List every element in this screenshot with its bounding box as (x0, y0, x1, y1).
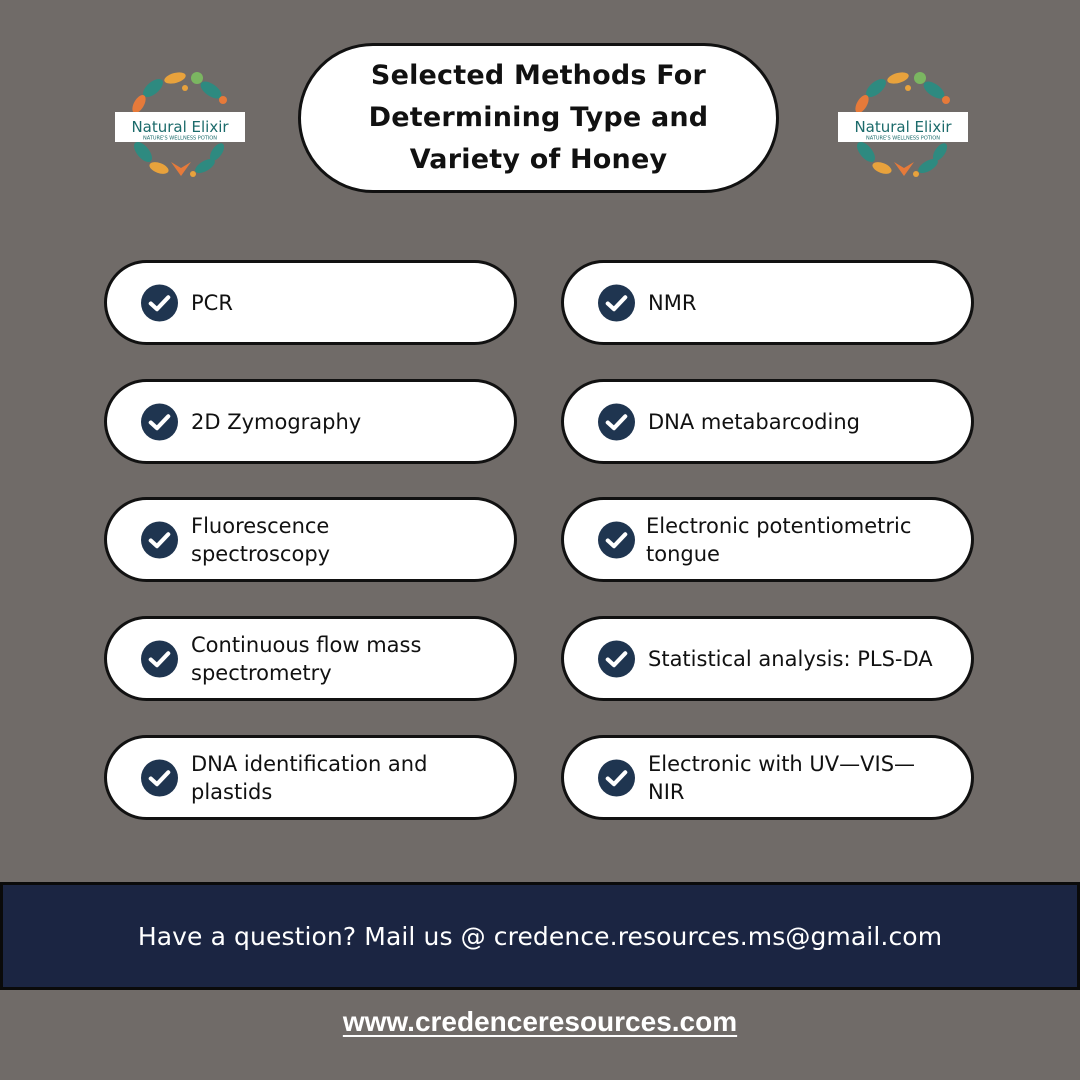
method-label: DNA identification and plastids (191, 751, 428, 804)
method-item-continuous-flow-mass-spectrometry (104, 616, 517, 701)
method-item-fluorescence-spectroscopy (104, 497, 517, 582)
method-item-dna-metabarcoding (561, 379, 974, 464)
contact-text: Have a question? Mail us @ credence.resources.ms@gmail.com (137, 921, 943, 951)
method-label: Statistical analysis: PLS-DA (648, 646, 933, 671)
check-circle-icon (141, 284, 178, 321)
svg-text:NATURE'S WELLNESS POTION: NATURE'S WELLNESS POTION (143, 135, 217, 142)
method-item-statistical-analysis-pls-da (561, 616, 974, 701)
method-item-2d-zymography (104, 379, 517, 464)
natural-elixir-logo-right (836, 66, 970, 184)
check-circle-icon (598, 284, 635, 321)
svg-text:Natural Elixir: Natural Elixir (854, 118, 952, 136)
check-circle-icon (141, 403, 178, 440)
check-circle-icon (598, 759, 635, 796)
method-item-electronic-potentiometric-tongue (561, 497, 974, 582)
method-item-dna-identification-plastids (104, 735, 517, 820)
check-circle-icon (141, 521, 178, 558)
method-label: DNA metabarcoding (648, 409, 860, 434)
method-item-pcr (104, 260, 517, 345)
svg-text:Natural Elixir: Natural Elixir (131, 118, 229, 136)
leaf-wreath-icon (836, 66, 970, 184)
check-circle-icon (141, 759, 178, 796)
title-banner (298, 43, 779, 193)
contact-bar (0, 882, 1080, 990)
method-label: Electronic potentiometric tongue (646, 513, 912, 566)
leaf-wreath-icon (113, 66, 247, 184)
method-label: 2D Zymography (191, 409, 362, 434)
natural-elixir-logo-left (113, 66, 247, 184)
method-label: PCR (191, 290, 233, 315)
method-label: Fluorescence spectroscopy (191, 513, 331, 566)
method-item-nmr (561, 260, 974, 345)
method-label: Electronic with UV—VIS—NIR (648, 751, 916, 804)
method-label: NMR (648, 290, 697, 315)
website-footer (0, 1006, 1080, 1038)
page-title: Selected Methods For Determining Type and Variety of Honey (368, 60, 709, 175)
check-circle-icon (598, 403, 635, 440)
method-label: Continuous flow mass spectrometry (191, 632, 422, 685)
check-circle-icon (598, 521, 635, 558)
method-item-electronic-uv-vis-nir (561, 735, 974, 820)
check-circle-icon (141, 640, 178, 677)
website-link[interactable]: www.credenceresources.com (342, 1006, 738, 1037)
check-circle-icon (598, 640, 635, 677)
svg-text:NATURE'S WELLNESS POTION: NATURE'S WELLNESS POTION (866, 135, 940, 142)
